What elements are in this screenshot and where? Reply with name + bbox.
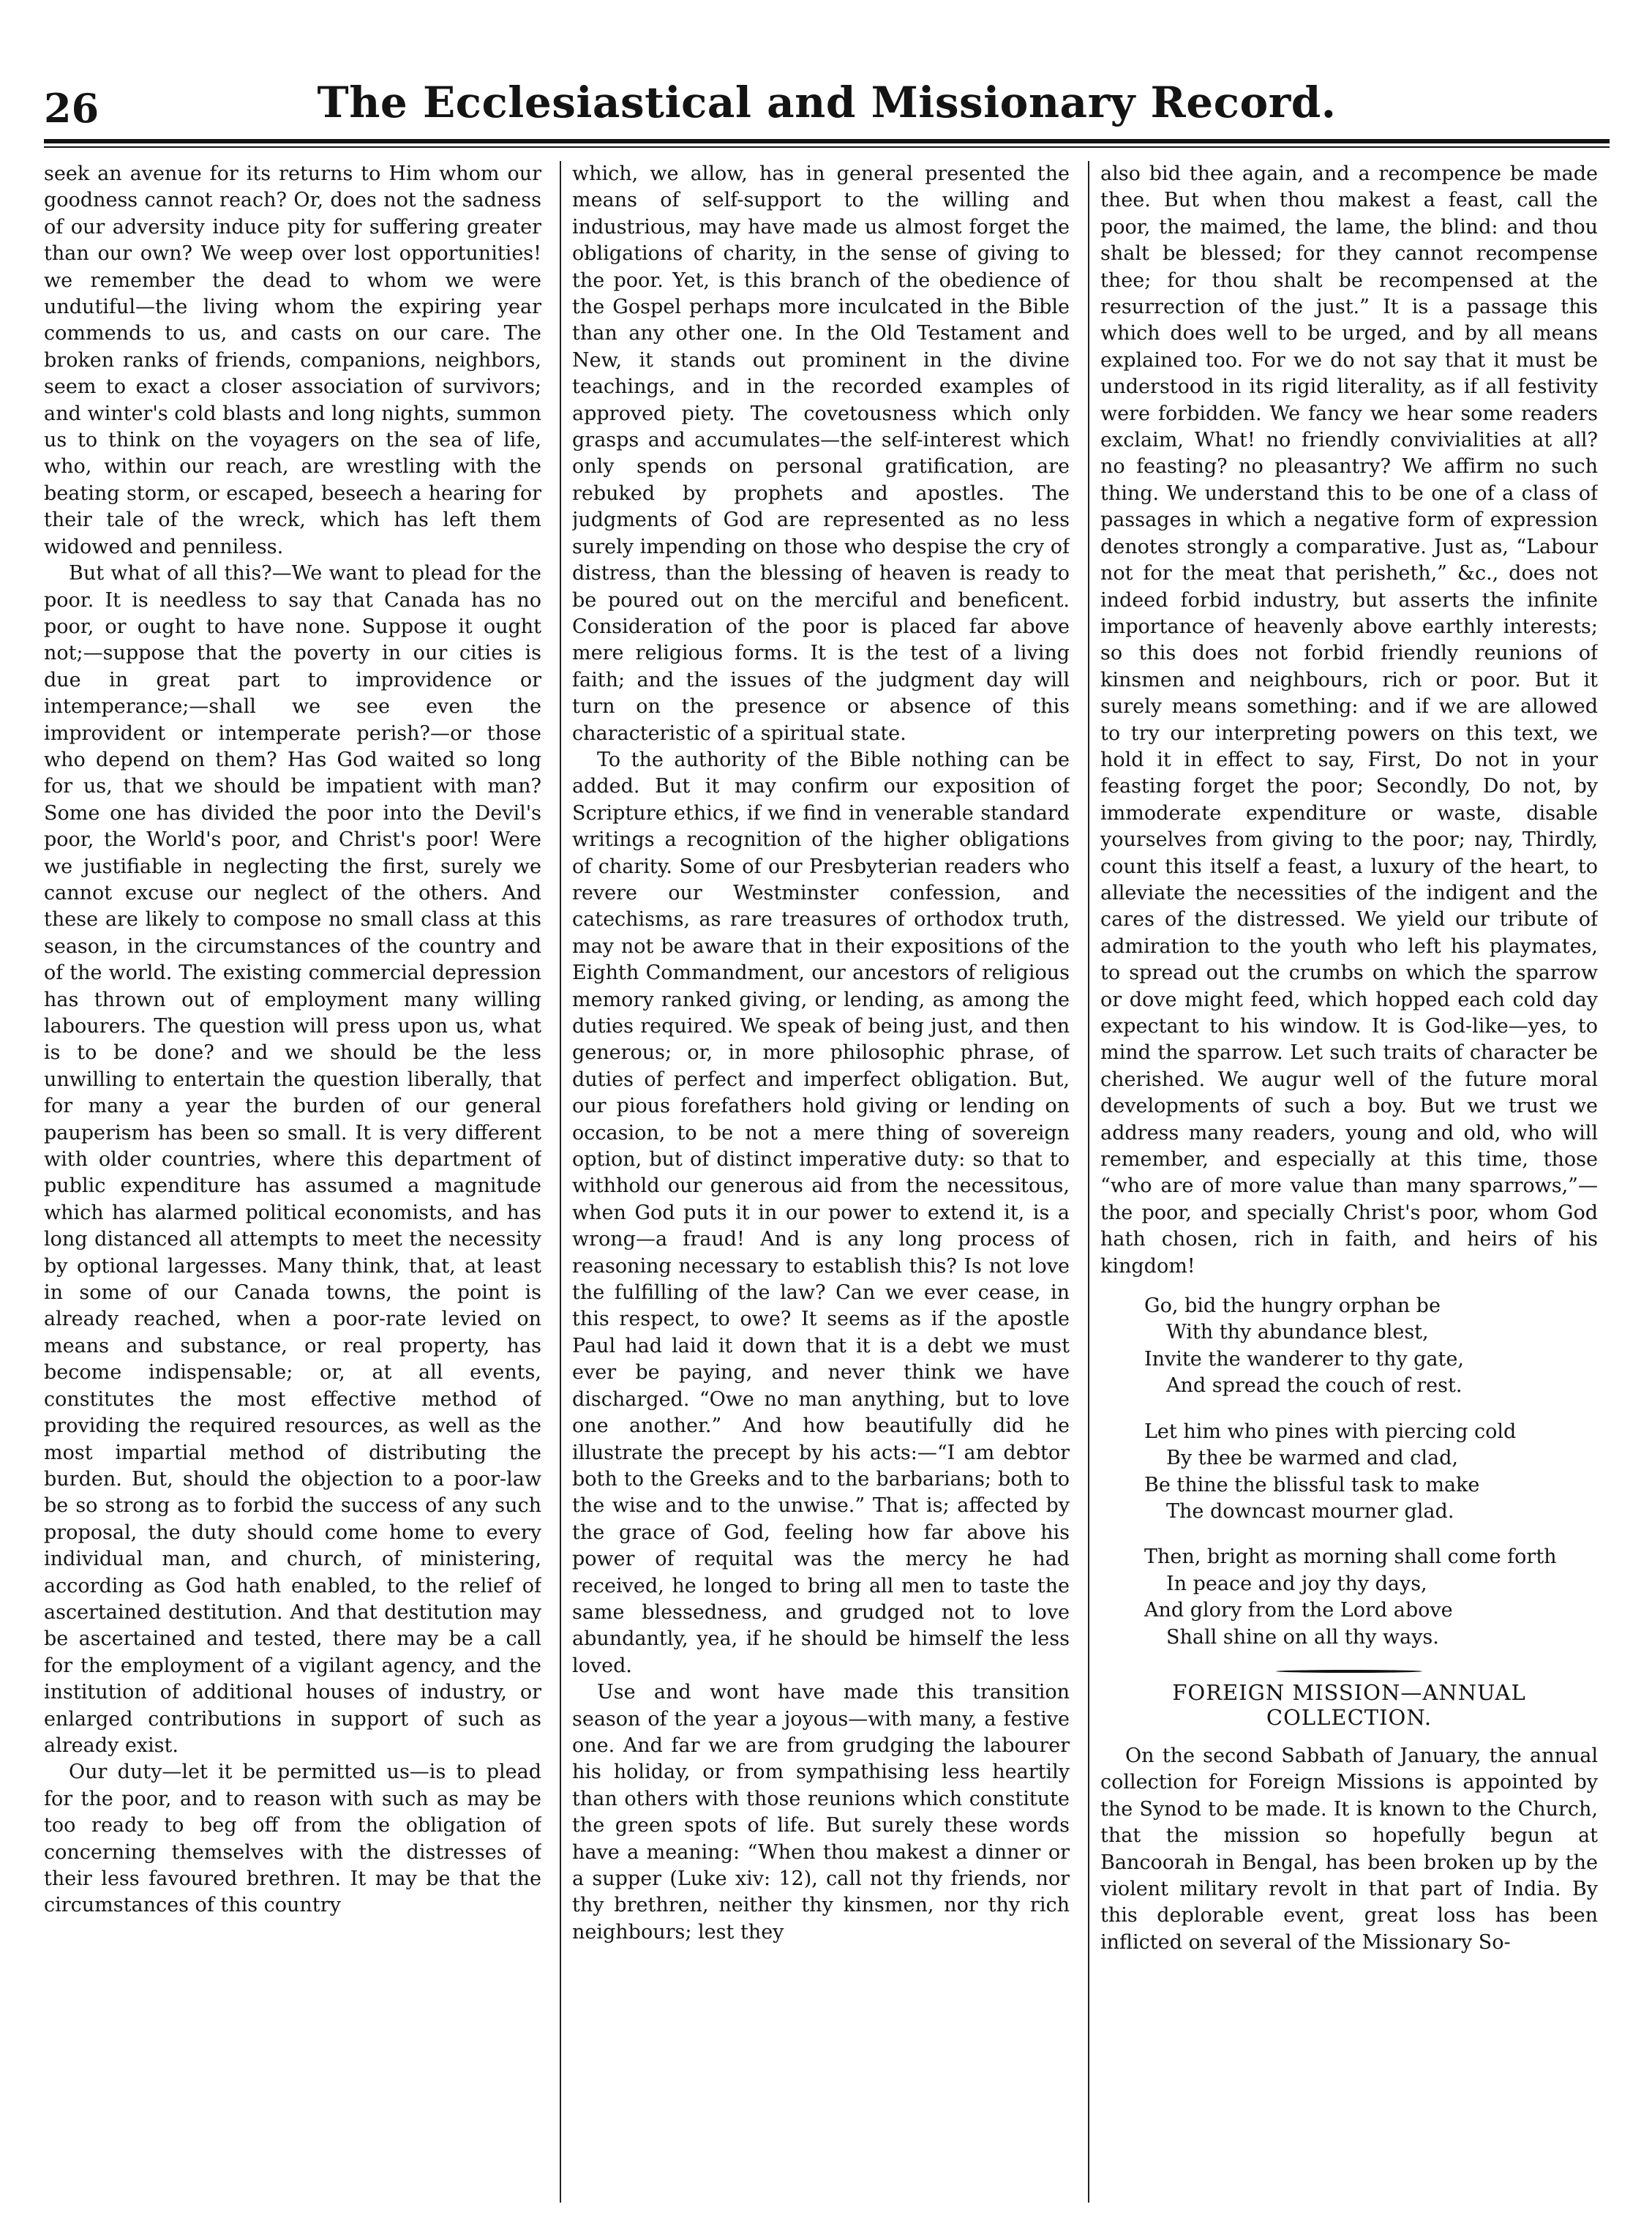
header-rule [44,139,1610,148]
column-2 [572,161,1070,2195]
page-number: 26 [44,85,100,132]
paragraph: also bid thee again, and a recompence be made thee. But when thou makest a feast, call the poor, the maimed, the lame, the blind: and thou shalt be blessed; for they cannot recompense thee; for thou shalt be recompensed at the resurrection of the just.” It is a passage this which does well to be urged, and by all means explained too. For we do not say that it must be understood in its rigid literality, as if all festivity were forbidden. We fancy we hear some readers exclaim, What! no friendly convivialities at all? no feasting? no pleasantry? We affirm no such thing. We understand this to be one of a class of passages in which a negative form of expression denotes strongly a comparative. Just as, “Labour not for the meat that perisheth,” &c., does not indeed forbid industry, but asserts the infinite importance of heavenly above earthly interests; so this does not forbid friendly reunions of kinsmen and neighbours, rich or poor. But it surely means something: and if we are allowed to try our interpreting powers on this text, we hold it in effect to say, First, Do not in your feasting forget the poor; Secondly, Do not, by immoderate expenditure or waste, disable yourselves from giving to the poor; nay, Thirdly, count this itself a feast, a luxury of the heart, to alleviate the necessities of the indigent and the cares of the distressed. We yield our tribute of admiration to the youth who left his playmates, to spread out the crumbs on which the sparrow or dove might feed, which hopped each cold day expectant to his window. It is God-like—yes, to mind the sparrow. Let such traits of character be cherished. We augur well of the future moral developments of such a boy. But we trust we address many readers, young and old, who will remember, and especially at this time, those “who are of more value than many sparrows,”—the poor, and specially Christ's poor, whom God hath chosen, rich in faith, and heirs of his kingdom! [1100,162,1598,1278]
poem-stanza [1144,1293,1598,1400]
paragraph: On the second Sabbath of January, the annual collection for Foreign Missions is appointed by the Synod to be made. It is known to the Church, that the mission so hopefully begun at Bancoorah in Bengal, has been broken up by the violent military revolt in that part of India. By this deplorable event, great loss has been inflicted on several of the Missionary So- [1100,1744,1598,1954]
poem-line: Be thine the blissful task to make [1144,1473,1480,1496]
poem-line: Shall shine on all thy ways. [1166,1625,1439,1649]
poem-stanza [1144,1544,1598,1651]
section-heading: FOREIGN MISSION—ANNUAL COLLECTION. [1172,1679,1526,1730]
poem-stanza [1144,1419,1598,1526]
section-divider [1276,1670,1422,1673]
poem-line: With thy abundance blest, [1166,1321,1429,1344]
poem-line: By thee be warmed and clad, [1166,1447,1458,1470]
column-rule [560,161,561,2203]
column-1 [44,161,541,2195]
paragraph: which, we allow, has in general presented the means of self-support to the willing and industrious, may have made us almost forget the obligations of charity, in the sense of giving to the poor. Yet, is this branch of the obedience of the Gospel perhaps more inculcated in the Bible than any other one. In the Old Testament and New, it stands out prominent in the divine teachings, and in the recorded examples of approved piety. The covetousness which only grasps and accumulates—the self-interest which only spends on personal gratification, are rebuked by prophets and apostles. The judgments of God are represented as no less surely impending on those who despise the cry of distress, than the blessing of heaven is ready to be poured out on the merciful and beneficent. Consideration of the poor is placed far above mere religious forms. It is the test of a living faith; and the issues of the judgment day will turn on the presence or absence of this characteristic of a spiritual state. [572,162,1070,745]
journal-title: The Ecclesiastical and Missionary Record. [317,78,1337,127]
running-header [44,73,1610,132]
poem-line: Then, bright as morning shall come forth [1144,1545,1557,1569]
paragraph: Our duty—let it be permitted us—is to plead for the poor, and to reason with such as may be too ready to beg off from the obligation of concerning themselves with the distresses of their less favoured brethren. It may be that the circumstances of this country [44,1761,541,1917]
paragraph: But what of all this?—We want to plead for the poor. It is needless to say that Canada has no poor, or ought to have none. Suppose it ought not;—suppose that the poverty in our cities is due in great part to improvidence or intemperance;—shall we see even the improvident or intemperate perish?—or those who depend on them? Has God waited so long for us, that we should be impatient with man? Some one has divided the poor into the Devil's poor, the World's poor, and Christ's poor! Were we justifiable in neglecting the first, surely we cannot excuse our neglect of the others. And these are likely to compose no small class at this season, in the circumstances of the country and of the world. The existing commercial depression has thrown out of employment many willing labourers. The question will press upon us, what is to be done? and we should be the less unwilling to entertain the question liberally, that for many a year the burden of our general pauperism has been so small. It is very different with older countries, where this department of public expenditure has assumed a magnitude which has alarmed political economists, and has long distanced all attempts to meet the necessity by optional largesses. Many think, that, at least in some of our Canada towns, the point is already reached, when a poor-rate levied on means and substance, or real property, has become indispensable; or, at all events, constitutes the most effective method of providing the required resources, as well as the most impartial method of distributing the burden. But, should the objection to a poor-law be so strong as to forbid the success of any such proposal, the duty should come home to every individual man, and church, of ministering, according as God hath enabled, to the relief of ascertained destitution. And that destitution may be ascertained and tested, there may be a call for the employment of a vigilant agency, and the institution of additional houses of industry, or enlarged contributions in support of such as already exist. [44,562,541,1757]
paragraph: Use and wont have made this transition season of the year a joyous—with many, a festive one. And far we are from grudging the labourer his holiday, or from sympathising less heartily than others with those reunions which constitute the green spots of life. But surely these words have a meaning: “When thou makest a dinner or a supper (Luke xiv: 12), call not thy friends, nor thy brethren, neither thy kinsmen, nor thy rich neighbours; lest they [572,1681,1070,1944]
poem-line: And spread the couch of rest. [1166,1374,1463,1398]
poem-line: In peace and joy thy days, [1166,1572,1427,1595]
article-columns [44,161,1610,2210]
paragraph: To the authority of the Bible nothing can be added. But it may confirm our exposition of Scripture ethics, if we find in venerable standard writings a recognition of the higher obligations of charity. Some of our Presbyterian readers who revere our Westminster confession, and catechisms, as rare treasures of orthodox truth, may not be aware that in their expositions of the Eighth Commandment, our ancestors of religious memory ranked giving, or lending, as among the duties required. We speak of being just, and then generous; or, in more philosophic phrase, of duties of perfect and imperfect obligation. But, our pious forefathers hold giving or lending on occasion, to be not a mere thing of sovereign option, but of distinct imperative duty: so that to withhold our generous aid from the necessitous, when God puts it in our power to extend it, is a wrong—a fraud! And is any long process of reasoning necessary to establish this? Is not love the fulfilling of the law? Can we ever cease, in this respect, to owe? It seems as if the apostle Paul had laid it down that it is a debt we must ever be paying, and never think we have discharged. “Owe no man anything, but to love one another.” And how beautifully did he illustrate the precept by his acts:—“I am debtor both to the Greeks and to the barbarians; both to the wise and to the unwise.” That is; affected by the grace of God, feeling how far above his power of requital was the mercy he had received, he longed to bring all men to taste the same blessedness, and grudged not to love abundantly, yea, if he should be himself the less loved. [572,748,1070,1677]
poem-line: And glory from the Lord above [1144,1599,1453,1622]
column-3 [1100,161,1598,2195]
poem-line: Let him who pines with piercing cold [1144,1420,1517,1443]
poem-line: Invite the wanderer to thy gate, [1144,1347,1464,1371]
poem-line: The downcast mourner glad. [1166,1499,1454,1523]
poem [1144,1293,1598,1651]
paragraph: seek an avenue for its returns to Him whom our goodness cannot reach? Or, does not the sadness of our adversity induce pity for suffering greater than our own? We weep over lost opportunities! we remember the dead to whom we were undutiful—the living whom the expiring year commends to us, and casts on our care. The broken ranks of friends, companions, neighbors, seem to exact a closer association of survivors; and winter's cold blasts and long nights, summon us to think on the voyagers on the sea of life, who, within our reach, are wrestling with the beating storm, or escaped, beseech a hearing for their tale of the wreck, which has left them widowed and penniless. [44,162,541,558]
column-rule [1088,161,1089,2203]
poem-line: Go, bid the hungry orphan be [1144,1294,1441,1318]
